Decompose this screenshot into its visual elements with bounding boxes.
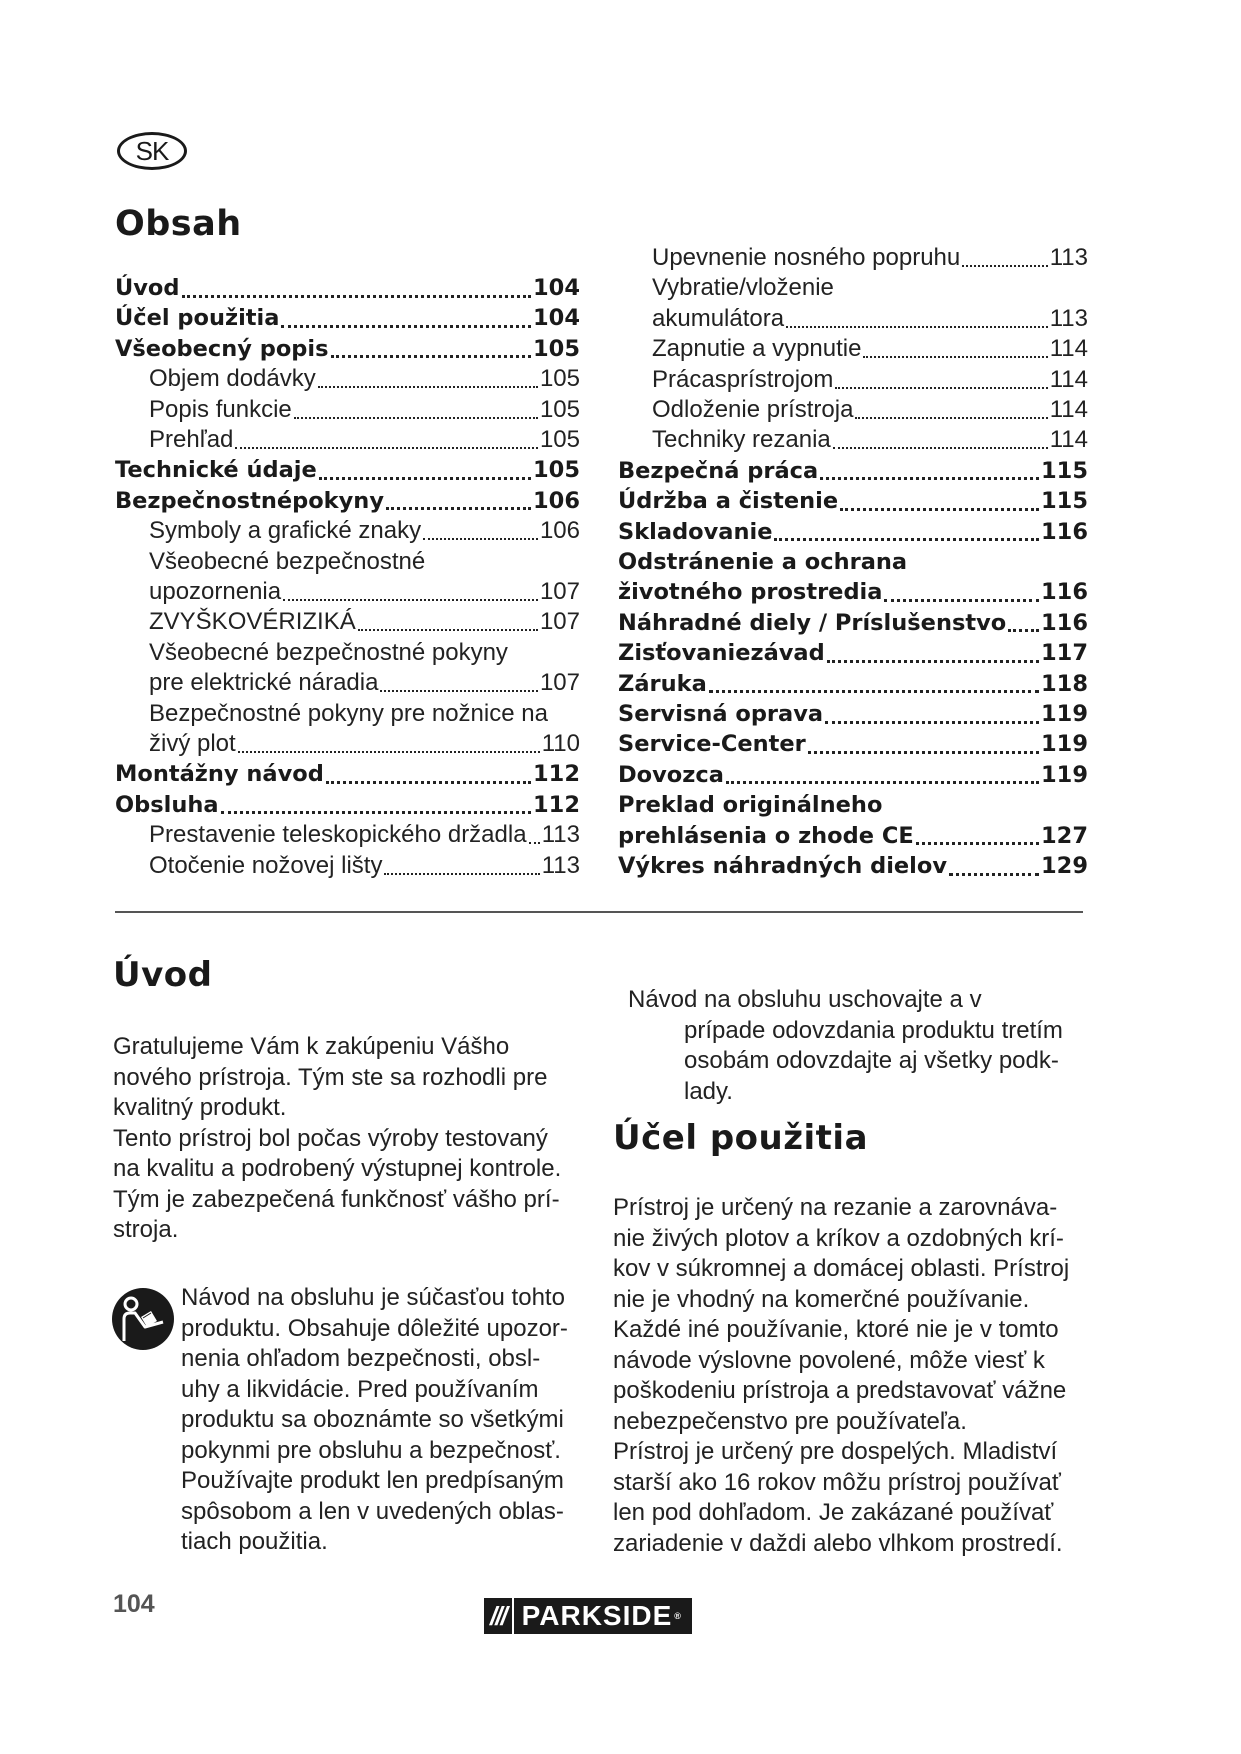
text-line: Návod na obsluhu uschovajte a v (628, 986, 982, 1013)
toc-entry-page: 117 (1041, 640, 1088, 667)
toc-entry[interactable] (115, 273, 580, 303)
toc-dot-leader (855, 417, 1047, 419)
brand-slashes: /// (484, 1598, 512, 1634)
text-line: Prístroj je určený pre dospelých. Mladiství (613, 1438, 1058, 1465)
toc-entry-label: Skladovanie (618, 518, 773, 545)
text-line: nie živých plotov a kríkov a ozdobných krí- (613, 1224, 1064, 1252)
toc-title: Obsah (115, 204, 242, 244)
toc-entry-page: 105 (539, 365, 580, 393)
toc-entry-label: Technické údaje (115, 457, 317, 484)
toc-entry-label: Prestavenie teleskopického držadla (149, 821, 527, 849)
toc-dot-leader (884, 599, 1039, 602)
toc-entry[interactable] (618, 365, 1088, 395)
toc-entry[interactable] (115, 607, 580, 637)
text-line: Gratulujeme Vám k zakúpeniu Vášho (113, 1033, 510, 1060)
toc-entry-page: 105 (533, 457, 580, 484)
toc-entry-label: Objem dodávky (149, 365, 316, 393)
toc-dot-leader (281, 325, 531, 328)
parkside-logo (484, 1598, 692, 1634)
toc-dot-leader (833, 447, 1048, 449)
toc-entry-label: pre elektrické náradia (149, 669, 379, 697)
toc-entry[interactable] (115, 638, 580, 668)
text-line: Používajte produkt len predpísaným (181, 1467, 564, 1494)
toc-entry-label: Výkres náhradných dielov (618, 853, 948, 879)
toc-entry-page: 105 (533, 335, 580, 362)
text-line: poškodeniu prístroja a predstavovať vážne (613, 1377, 1067, 1404)
toc-entry[interactable] (618, 243, 1088, 273)
toc-entry-label: Údržba a čistenie (618, 488, 839, 515)
toc-dot-leader (319, 477, 531, 480)
toc-entry-page: 115 (1041, 488, 1088, 515)
toc-entry-label: Bezpečná práca (618, 457, 819, 484)
toc-dot-leader (529, 842, 540, 844)
text-line: kvalitný produkt. (113, 1094, 287, 1121)
purpose-heading: Účel použitia (613, 1118, 869, 1158)
text-line: osobám odovzdajte aj všetky podk- (684, 1047, 1059, 1074)
toc-entry-label: Service-Center (618, 731, 806, 758)
toc-entry-page: 118 (1041, 670, 1088, 697)
toc-entry-page: 106 (539, 517, 580, 545)
toc-entry-label: Úvod (115, 275, 180, 301)
toc-entry-page: 119 (1041, 731, 1088, 758)
brand-name (514, 1598, 692, 1634)
toc-dot-leader (709, 690, 1039, 693)
section-divider (115, 911, 1083, 913)
keep-manual-note (628, 985, 1063, 1107)
toc-entry[interactable] (618, 821, 1088, 851)
toc-dot-leader (358, 629, 538, 631)
text-line: nebezpečenstvo pre používateľa. (613, 1407, 967, 1435)
toc-entry-page: 105 (539, 395, 580, 423)
toc-entry-label: Náhradné diely / Príslušenstvo (618, 609, 1007, 636)
toc-entry[interactable] (618, 638, 1088, 668)
toc-entry[interactable] (618, 547, 1088, 577)
brand-registered-mark: ® (674, 1611, 682, 1621)
text-line: pokynmi pre obsluhu a bezpečnosť. (181, 1436, 561, 1464)
toc-dot-leader (949, 873, 1039, 876)
toc-dot-leader (221, 811, 531, 814)
manual-note (181, 1283, 568, 1558)
toc-entry[interactable] (115, 334, 580, 364)
toc-entry-page: 113 (541, 851, 580, 879)
toc-entry-label: Zapnutie a vypnutie (652, 335, 862, 363)
toc-entry-page: 114 (1049, 365, 1088, 393)
toc-entry-label: Prácasprístrojom (652, 365, 834, 393)
toc-entry-label: upozornenia (149, 578, 282, 605)
toc-entry[interactable] (618, 760, 1088, 790)
toc-entry[interactable] (618, 425, 1088, 455)
text-line: len pod dohľadom. Je zakázané používať (613, 1499, 1054, 1526)
toc-entry[interactable] (115, 851, 580, 881)
toc-entry-label: Záruka (618, 670, 707, 697)
text-line: lady. (684, 1077, 733, 1105)
text-line: prípade odovzdania produktu tretím (684, 1016, 1063, 1044)
toc-entry-page: 114 (1049, 335, 1088, 363)
toc-entry[interactable] (618, 577, 1088, 607)
toc-entry[interactable] (618, 699, 1088, 729)
text-line: uhy a likvidácie. Pred používaním (181, 1375, 539, 1403)
toc-entry-page: 113 (541, 821, 580, 849)
text-line: Návod na obsluhu je súčasťou tohto (181, 1284, 565, 1311)
toc-entry-page: 119 (1041, 701, 1088, 727)
toc-entry[interactable] (115, 516, 580, 546)
toc-entry-label: Popis funkcie (149, 395, 292, 423)
toc-entry-label: živý plot (149, 730, 236, 757)
toc-dot-leader (774, 538, 1039, 541)
toc-entry-label: Bezpečnostné pokyny pre nožnice na (149, 699, 548, 727)
text-line: nového prístroja. Tým ste sa rozhodli pre (113, 1063, 548, 1091)
toc-entry[interactable] (618, 729, 1088, 759)
toc-entry-label: Obsluha (115, 791, 219, 818)
text-line: spôsobom a len v uvedených oblas- (181, 1497, 564, 1525)
toc-dot-leader (380, 690, 538, 692)
toc-entry-page: 127 (1041, 822, 1088, 849)
toc-entry[interactable] (618, 608, 1088, 638)
toc-entry[interactable] (115, 455, 580, 485)
toc-entry-label: Všeobecné bezpečnostné pokyny (149, 638, 508, 666)
toc-entry[interactable] (115, 759, 580, 789)
toc-entry[interactable] (115, 699, 580, 729)
intro-paragraph (113, 1032, 561, 1246)
toc-entry-label: Techniky rezania (652, 426, 831, 454)
toc-entry-page: 107 (539, 608, 580, 636)
toc-entry[interactable] (618, 395, 1088, 425)
toc-entry[interactable] (618, 790, 1088, 820)
toc-entry-label: Bezpečnostnépokyny (115, 487, 384, 514)
toc-dot-leader (318, 386, 538, 388)
toc-entry-label: akumulátora (652, 304, 785, 332)
toc-entry-label: Otočenie nožovej lišty (149, 851, 383, 879)
toc-entry[interactable] (115, 395, 580, 425)
toc-entry-page: 105 (539, 426, 580, 453)
toc-entry[interactable] (618, 486, 1088, 516)
toc-dot-leader (326, 781, 531, 784)
toc-dot-leader (835, 387, 1047, 389)
text-line: nie je vhodný na komerčné používanie. (613, 1285, 1030, 1313)
toc-dot-leader (863, 356, 1047, 358)
toc-entry[interactable] (115, 425, 580, 455)
text-line: Každé iné používanie, ktoré nie je v tomto (613, 1316, 1059, 1343)
toc-entry-label: Odstránenie a ochrana (618, 549, 908, 575)
toc-entry-page: 114 (1049, 426, 1088, 454)
toc-entry-page: 107 (539, 578, 580, 605)
text-line: na kvalitu a podrobený výstupnej kontrole. (113, 1155, 562, 1182)
text-line: starší ako 16 rokov môžu prístroj používať (613, 1468, 1061, 1496)
toc-entry-label: Symboly a grafické znaky (149, 517, 422, 545)
toc-entry[interactable] (115, 668, 580, 698)
toc-entry[interactable] (115, 303, 580, 333)
page-number: 104 (113, 1590, 155, 1618)
toc-entry[interactable] (618, 304, 1088, 334)
toc-entry-page: 107 (539, 669, 580, 697)
toc-dot-leader (283, 599, 538, 601)
toc-entry-page: 110 (541, 730, 580, 757)
toc-dot-leader (331, 355, 532, 358)
toc-dot-leader (962, 265, 1047, 267)
toc-entry-page: 106 (533, 487, 580, 514)
toc-entry-page: 114 (1049, 396, 1088, 423)
toc-entry[interactable] (618, 851, 1088, 881)
toc-entry[interactable] (115, 820, 580, 850)
toc-entry-page: 116 (1041, 579, 1088, 606)
toc-entry-page: 113 (1049, 304, 1088, 332)
toc-dot-leader (423, 538, 538, 540)
toc-dot-leader (235, 447, 538, 449)
text-line: Tým je zabezpečená funkčnosť vášho prí- (113, 1185, 560, 1213)
toc-entry-label: Účel použitia (115, 305, 280, 332)
toc-dot-leader (182, 295, 532, 298)
toc-entry[interactable] (115, 547, 580, 577)
toc-entry-page: 112 (533, 761, 580, 788)
toc-dot-leader (820, 477, 1039, 480)
text-line: kov v súkromnej a domácej oblasti. Prístroj (613, 1255, 1070, 1282)
text-line: návode výslovne povolené, môže viesť k (613, 1346, 1045, 1374)
toc-entry-label: Všeobecné bezpečnostné (149, 547, 426, 575)
toc-entry-label: Servisná oprava (618, 701, 824, 727)
text-line: tiach použitia. (181, 1528, 328, 1555)
toc-entry[interactable] (115, 577, 580, 607)
text-line: produktu. Obsahuje dôležité upozor- (181, 1314, 568, 1342)
toc-dot-leader (238, 751, 540, 753)
purpose-paragraph (613, 1193, 1069, 1559)
text-line: zariadenie v daždi alebo vlhkom prostredí. (613, 1529, 1063, 1557)
read-manual-icon (111, 1287, 175, 1351)
toc-entry-page: 115 (1041, 457, 1088, 484)
toc-entry[interactable] (115, 486, 580, 516)
toc-entry-label: Zisťovaniezávad (618, 640, 825, 667)
toc-entry[interactable] (618, 273, 1088, 303)
toc-entry-page: 116 (1041, 609, 1088, 636)
toc-dot-leader (726, 781, 1039, 784)
toc-entry[interactable] (618, 456, 1088, 486)
toc-dot-leader (825, 721, 1039, 724)
text-line: produktu sa oboznámte so všetkými (181, 1406, 564, 1433)
text-line: nenia ohľadom bezpečnosti, obsl- (181, 1345, 541, 1372)
toc-entry-page: 104 (533, 305, 580, 332)
toc-entry-label: Všeobecný popis (115, 335, 329, 362)
toc-entry-label: prehlásenia o zhode CE (618, 822, 914, 849)
toc-entry-label: ZVYŠKOVÉRIZIKÁ (149, 608, 356, 636)
text-line: Prístroj je určený na rezanie a zarovnáva- (613, 1194, 1058, 1221)
toc-entry-page: 116 (1041, 518, 1088, 545)
toc-entry-page: 129 (1041, 853, 1088, 879)
toc-entry-page: 104 (533, 275, 580, 301)
toc-entry-label: životného prostredia (618, 579, 883, 606)
toc-dot-leader (827, 660, 1039, 663)
toc-entry-page: 119 (1041, 761, 1088, 788)
toc-dot-leader (786, 326, 1048, 328)
toc-entry-label: Odloženie prístroja (652, 396, 854, 423)
toc-entry[interactable] (115, 364, 580, 394)
toc-entry[interactable] (618, 334, 1088, 364)
toc-entry-label: Vybratie/vloženie (652, 274, 834, 302)
toc-entry[interactable] (115, 790, 580, 820)
toc-dot-leader (840, 508, 1039, 511)
toc-entry[interactable] (618, 517, 1088, 547)
text-line: Tento prístroj bol počas výroby testovaný (113, 1124, 548, 1152)
toc-entry-label: Upevnenie nosného popruhu (652, 244, 961, 271)
toc-entry-label: Prehľad (149, 426, 234, 453)
toc-entry-label: Dovozca (618, 761, 724, 788)
language-badge: SK (117, 132, 187, 170)
toc-entry-page: 112 (533, 791, 580, 818)
toc-dot-leader (808, 751, 1039, 754)
toc-entry[interactable] (115, 729, 580, 759)
toc-dot-leader (384, 873, 539, 875)
toc-dot-leader (916, 842, 1039, 845)
toc-entry-page: 113 (1049, 244, 1088, 271)
toc-entry-label: Preklad originálneho (618, 792, 883, 819)
text-line: stroja. (113, 1216, 179, 1243)
toc-dot-leader (1008, 629, 1039, 632)
toc-dot-leader (294, 417, 538, 419)
toc-dot-leader (386, 507, 531, 510)
toc-entry-label: Montážny návod (115, 761, 324, 788)
intro-heading: Úvod (113, 955, 213, 995)
brand-name-text: PARKSIDE (521, 1600, 673, 1631)
toc-entry[interactable] (618, 669, 1088, 699)
